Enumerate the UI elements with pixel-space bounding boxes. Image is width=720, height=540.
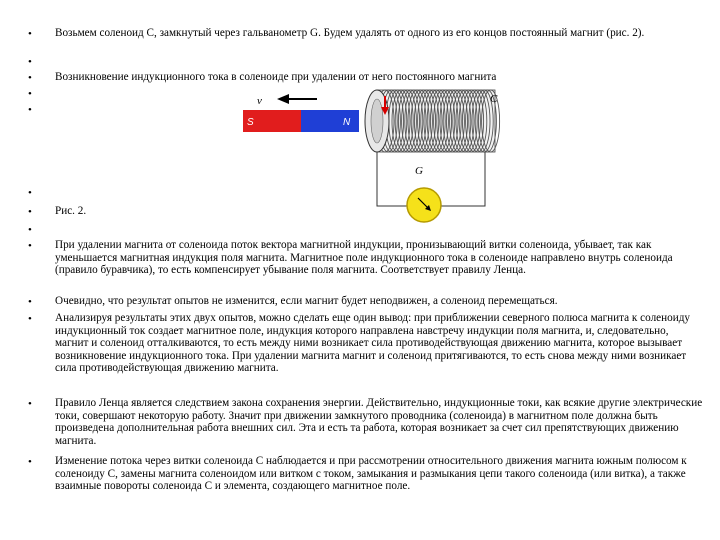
paragraph-flux-decrease: При удалении магнита от соленоида поток вектора магнитной индукции, пронизывающий витки соленоида, убывает, так как уменьшается магнитная индукция поля магнита. Магнитное поле индукционного тока в соленоиде направлено внутрь соленоида (правило буравчика), то есть компенсирует убывание поля магнита. Соответствует правилу Ленца. [55,239,673,277]
galvanometer-label: G [415,165,423,177]
bullet: • [28,456,32,468]
bullet: • [28,240,32,252]
paragraph-result-unchanged: Очевидно, что результат опытов не изменится, если магнит будет неподвижен, а соленоид перемещаться. [55,295,558,307]
figure-label: Рис. 2. [55,205,87,217]
bullet: • [28,224,32,236]
paragraph-flux-change: Изменение потока через витки соленоида С наблюдается и при рассмотрении относительного движения магнита южным полюсом к соленоиду С, замены магнита соленоидом или витком с током, замыкания и размыкания цепи такого соленоида (или витка), а также взаимные повороты соленоида С и элемента, создающего магнитное поле. [55,455,687,493]
paragraph-intro: Возьмем соленоид С, замкнутый через гальванометр G. Будем удалять от одного из его концов постоянный магнит (рис. 2). [55,27,645,39]
bullet: • [28,88,32,100]
paragraph-analysis: Анализируя результаты этих двух опытов, можно сделать еще один вывод: при приближении северного полюса магнита к соленоиду индукционный ток создает магнитное поле, индукция которого направлена навстречу индукции поля магнита, и, следовательно, магнит и соленоид отталкиваются, то есть между ними возникает сила противодействующая движению магнита, которое вызывает возникновение индукционного тока. При удалении магнита магнит и соленоид притягиваются, то есть снова между ними возникает сила противодействующая движению магнита. [55,312,690,375]
magnet-north-pole [301,110,359,132]
velocity-arrow-icon [277,94,317,104]
bullet: • [28,104,32,116]
bullet: • [28,206,32,218]
paragraph-figure-caption-title: Возникновение индукционного тока в соленоиде при удалении от него постоянного магнита [55,71,497,83]
solenoid-diagram [235,88,505,228]
paragraph-lenz-rule: Правило Ленца является следствием закона сохранения энергии. Действительно, индукционные токи, как всякие другие электрические токи, совершают некоторую работу. Значит при движении замкнутого проводника (соленоида) в магнитном поле должна быть произведена дополнительная работа внешних сил. Эта и есть та работа, которая возникает за счет сил препятствующих движению магнита. [55,397,703,447]
bullet: • [28,187,32,199]
bullet: • [28,296,32,308]
bullet: • [28,313,32,325]
bullet: • [28,56,32,68]
bullet: • [28,72,32,84]
permanent-magnet [243,110,359,132]
magnet-south-label: S [247,117,254,128]
solenoid [365,90,500,152]
velocity-label: v [257,95,262,107]
solenoid-label: C [490,93,498,105]
magnet-north-label: N [343,117,351,128]
bullet: • [28,398,32,410]
bullet: • [28,28,32,40]
galvanometer-icon [407,188,441,222]
